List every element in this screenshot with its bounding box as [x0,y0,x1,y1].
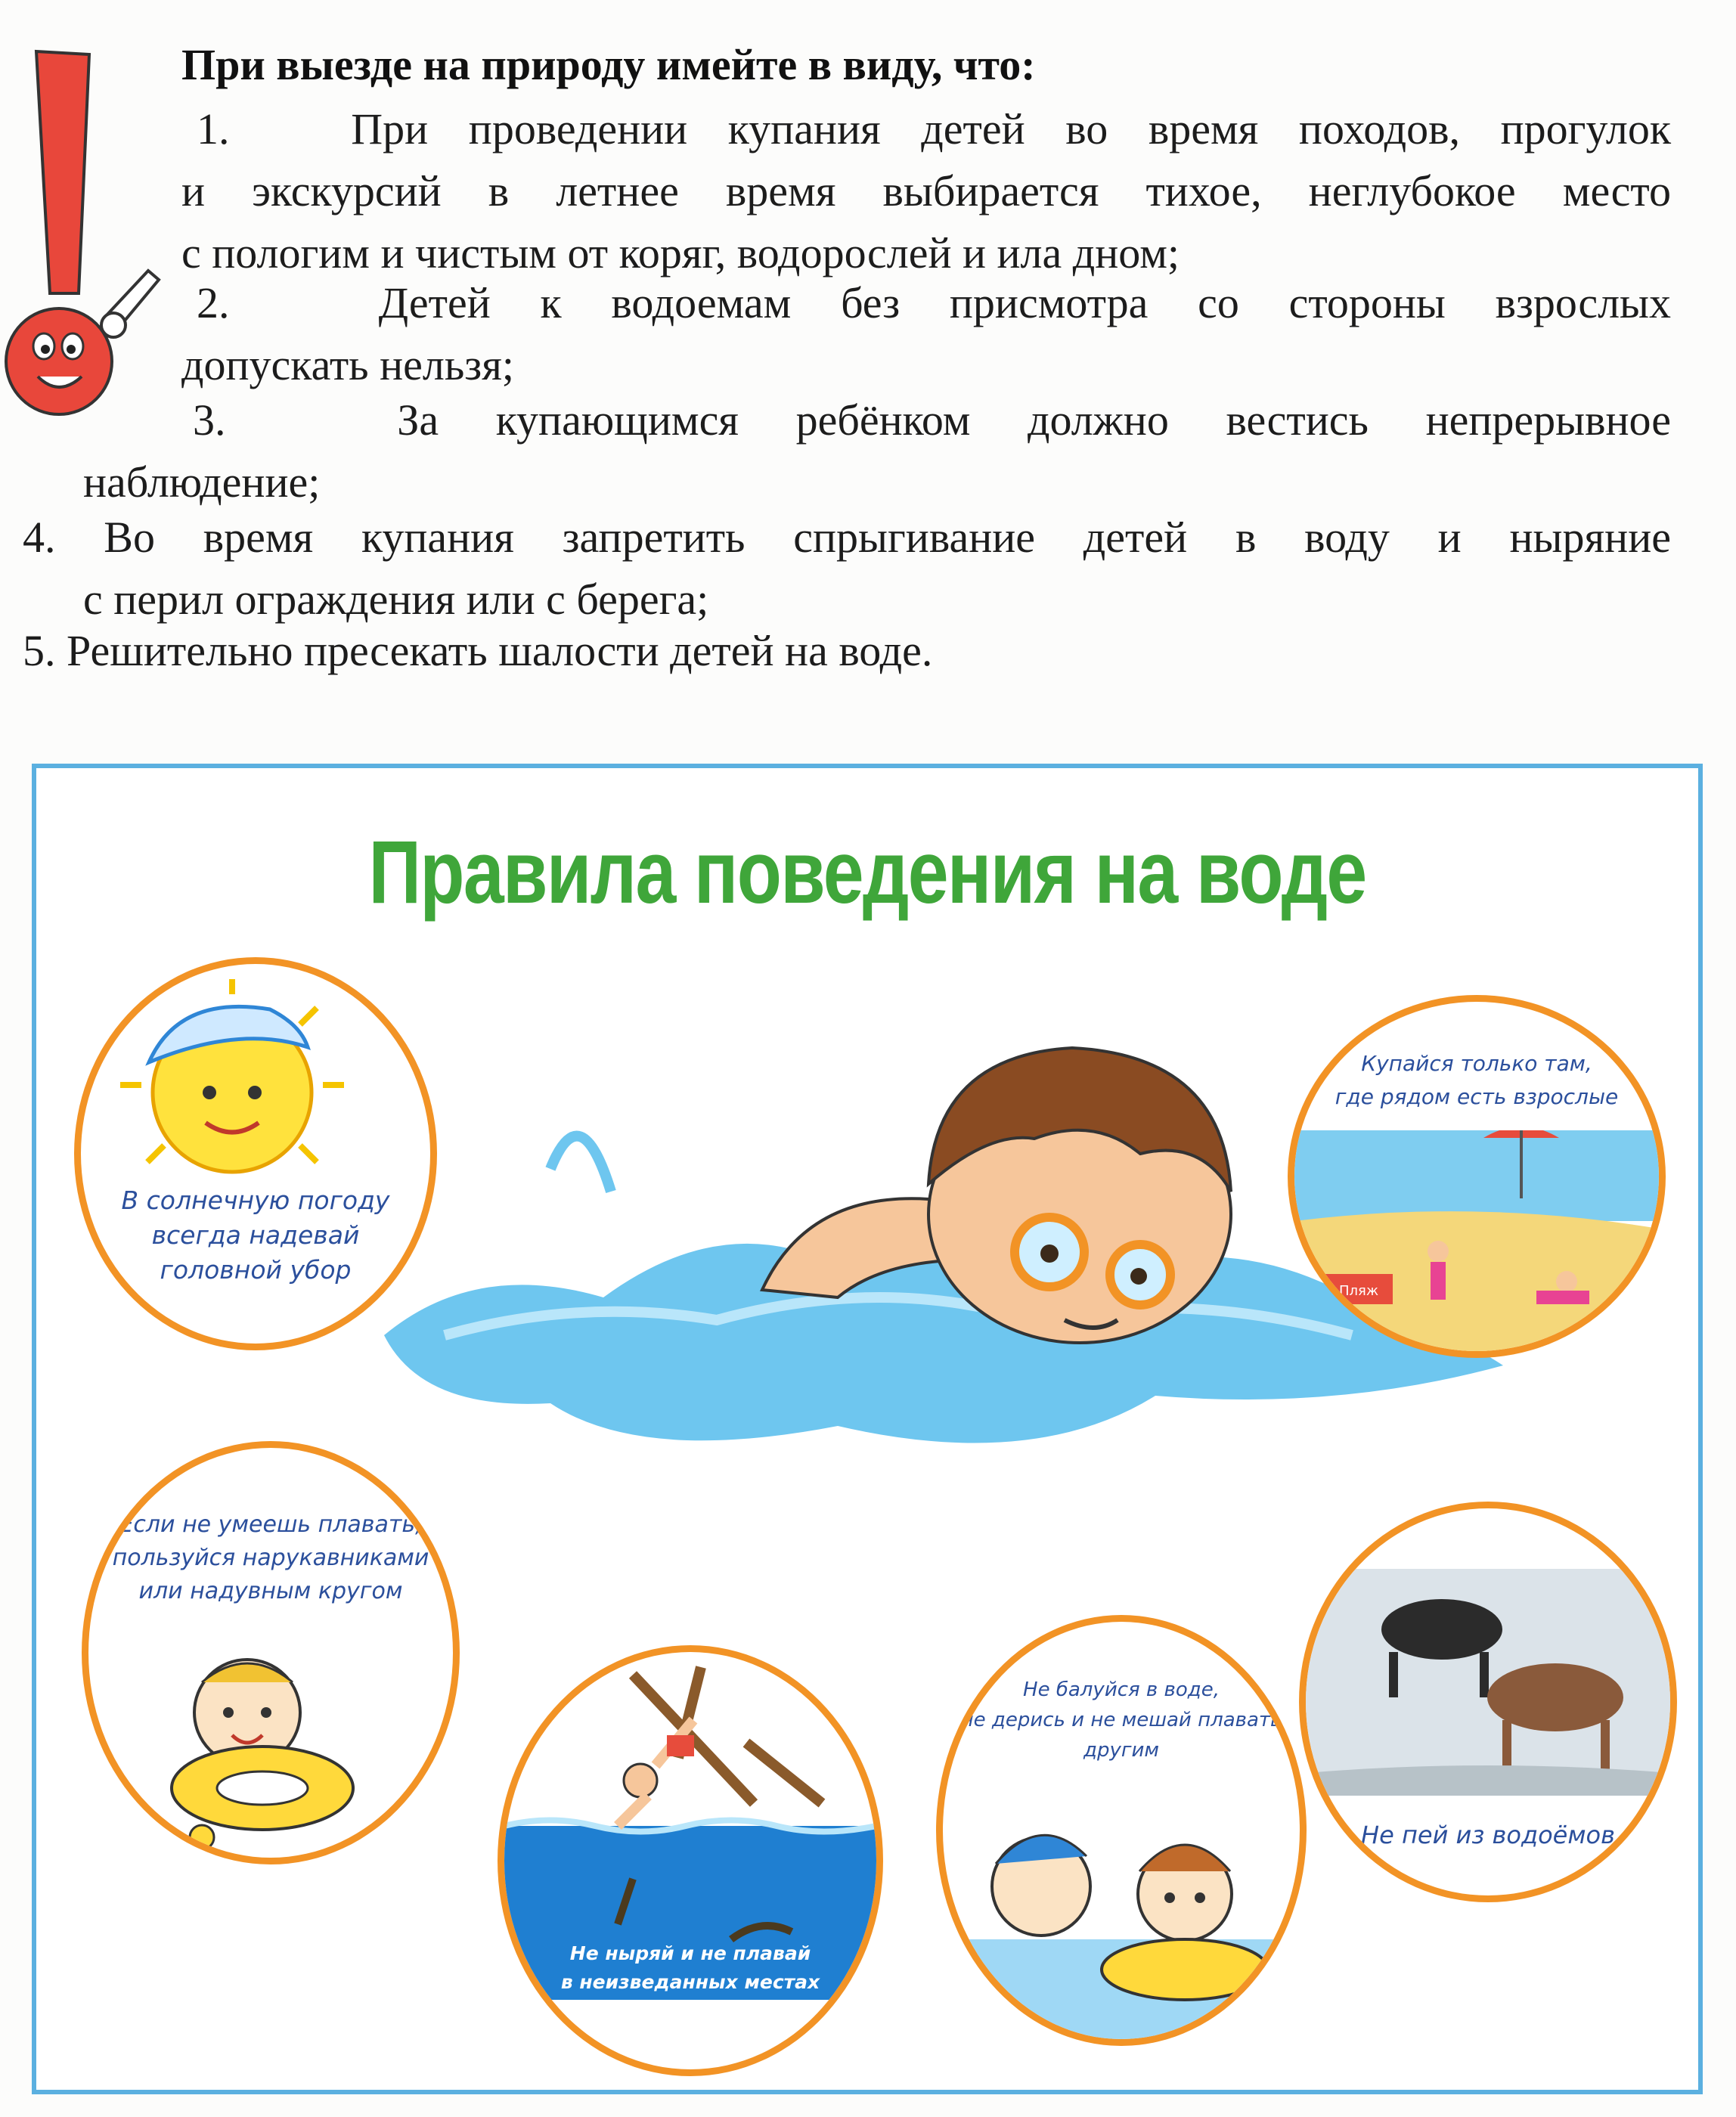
rule-circle-no-drinking [1299,1502,1677,1902]
intro-item-3: 3. За купающимся ребёнком должно вестись непрерывное наблюдение; [83,395,1672,507]
exclamation-mascot-icon [0,44,181,422]
intro-item-5: 5. Решительно пресекать шалости детей на воде. [23,626,933,675]
poster-title: Правила поведения на воде [368,823,1366,922]
cows-drinking-illustration [1306,1569,1670,1796]
rule-floaties-caption: Если не умеешь плавать, пользуйся нарукавниками или надувным кругом [112,1511,429,1604]
rule-drinking-caption: Не пей из водоёмов [1361,1821,1615,1849]
intro-heading: При выезде на природу имейте в виду, что: [181,40,1036,89]
beach-scene-illustration [1294,1130,1659,1357]
rule-playing-caption: Не балуйся в воде, не дерись и не мешай плавать другим [960,1678,1282,1762]
beach-sign: Пляж [1338,1283,1379,1299]
rule-circle-diving [498,1645,883,2076]
rule-circle-floaties [82,1441,460,1864]
kids-in-water-illustration [943,1773,1300,2045]
intro-item-1: 1. При проведении купания детей во время походов, прогулок и экскурсий в летнее время выбирается тихое, неглубокое место с пологим и чистым от коряг, водорослей и ила дном; [181,104,1672,277]
rule-sun-caption: В солнечную погоду всегда надевай головной убор [121,1186,390,1285]
child-swim-ring-illustration [157,1629,383,1856]
intro-item-4: 4. Во время купания запретить спрыгивание детей в воду и ныряние с перил ограждения или с берега; [23,513,1671,624]
rule-circle-no-fighting [936,1615,1307,2046]
rule-circle-adults-nearby [1288,995,1666,1358]
intro-item-2: 2. Детей к водоемам без присмотра со стороны взрослых допускать нельзя; [181,278,1672,389]
rule-circle-sun-hat [74,957,437,1350]
sun-hat-icon [119,979,346,1176]
rule-adults-caption: Купайся только там, где рядом есть взрослые [1335,1051,1619,1109]
water-rules-poster [32,764,1703,2094]
rule-diving-caption: Не ныряй и не плавай в неизведанных местах в грязной или холодной воде [560,1942,820,2050]
